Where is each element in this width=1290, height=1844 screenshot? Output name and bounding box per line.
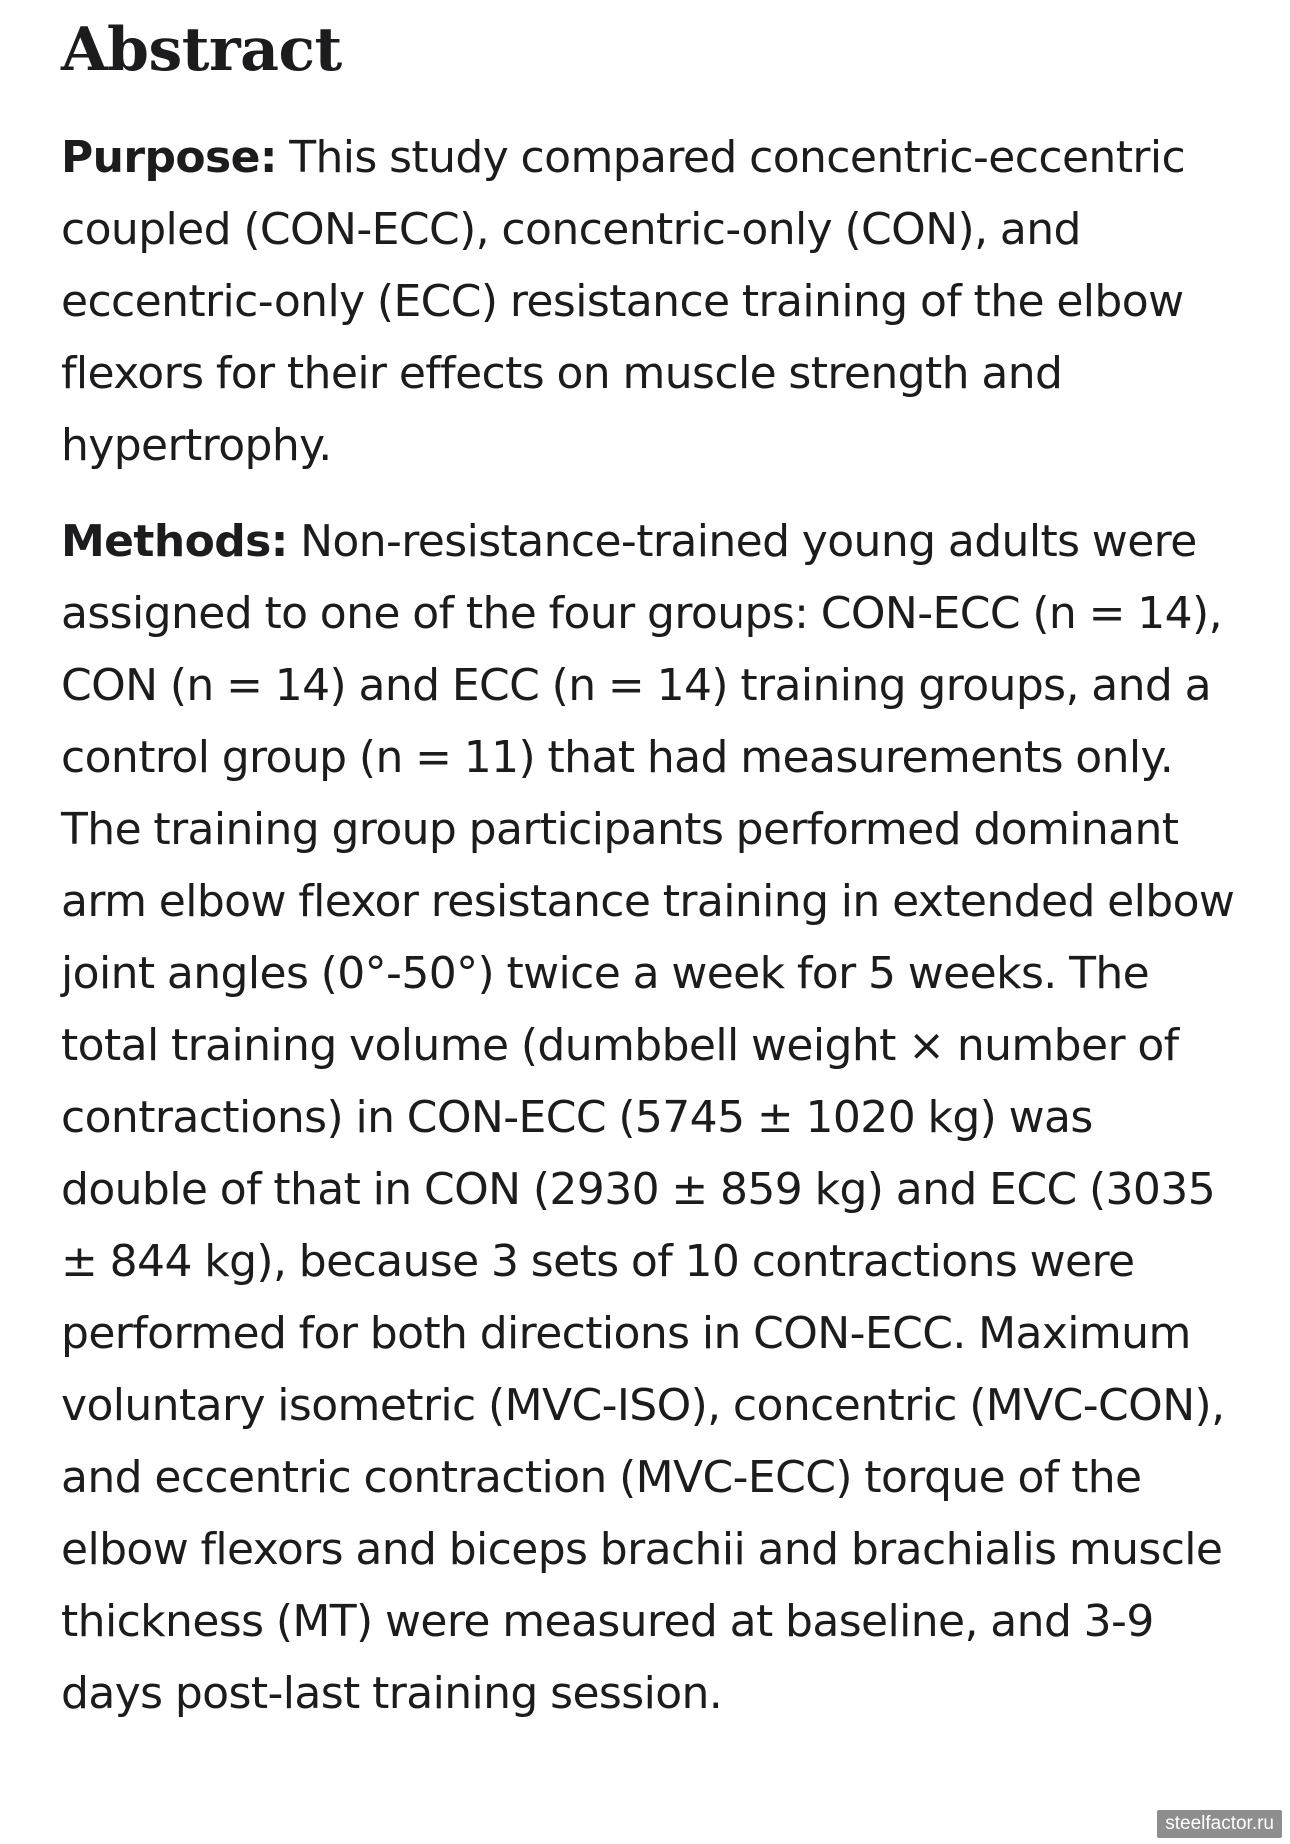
abstract-section — [61, 0, 1236, 1730]
purpose-text: This study compared concentric-eccentric coupled (CON-ECC), concentric-only (CON), and eccentric-only (ECC) resistance training of the elbow flexors for their effects on muscle strength and hypertrophy. — [61, 132, 1186, 471]
methods-text: Non-resistance-trained young adults were assigned to one of the four groups: CON-ECC (n = 14), CON (n = 14) and ECC (n = 14) training groups, and a control group (n = 11) that had measurements only. The training group participants performed dominant arm elbow flexor resistance training in extended elbow joint angles (0°-50°) twice a week for 5 weeks. The total training volume (dumbbell weight × number of contractions) in CON-ECC (5745 ± 1020 kg) was double of that in CON (2930 ± 859 kg) and ECC (3035 ± 844 kg), because 3 sets of 10 contractions were performed for both directions in CON-ECC. Maximum voluntary isometric (MVC-ISO), concentric (MVC-CON), and eccentric contraction (MVC-ECC) torque of the elbow flexors and biceps brachii and brachialis muscle thickness (MT) were measured at baseline, and 3-9 days post-last training session. — [61, 516, 1235, 1719]
abstract-heading: Abstract — [61, 15, 342, 85]
methods-paragraph — [61, 506, 1236, 1730]
methods-label: Methods: — [61, 516, 288, 567]
purpose-label: Purpose: — [61, 132, 277, 183]
watermark-badge: steelfactor.ru — [1157, 1810, 1282, 1838]
purpose-paragraph — [61, 122, 1236, 482]
